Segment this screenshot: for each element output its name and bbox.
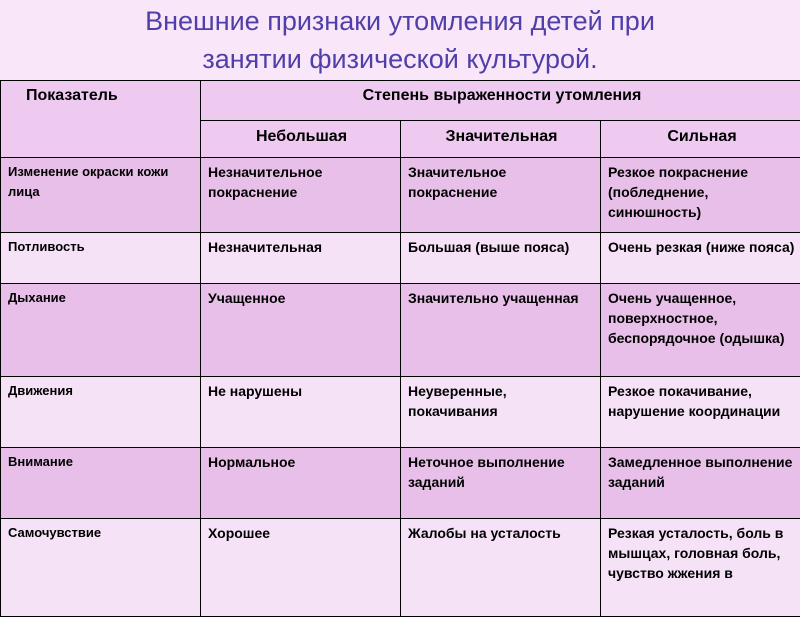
cell-parameter: Изменение окраски кожи лица <box>1 158 201 233</box>
header-level-small: Небольшая <box>201 121 401 158</box>
table-row <box>1 448 800 519</box>
table-header-row <box>1 81 800 121</box>
cell-significant: Неточное выполнение заданий <box>401 448 601 519</box>
header-level-strong: Сильная <box>601 121 800 158</box>
cell-parameter: Дыхание <box>1 284 201 377</box>
table-row <box>1 284 800 377</box>
cell-parameter: Самочувствие <box>1 519 201 617</box>
cell-strong: Резкое покраснение (побледнение, синюшность) <box>601 158 800 233</box>
cell-small: Нормальное <box>201 448 401 519</box>
table-row <box>1 233 800 284</box>
cell-parameter: Внимание <box>1 448 201 519</box>
cell-strong: Очень резкая (ниже пояса) <box>601 233 800 284</box>
table-row <box>1 377 800 448</box>
cell-significant: Большая (выше пояса) <box>401 233 601 284</box>
header-parameter: Показатель <box>1 81 201 158</box>
cell-significant: Значительно учащенная <box>401 284 601 377</box>
cell-strong: Замедленное выполнение заданий <box>601 448 800 519</box>
cell-parameter: Потливость <box>1 233 201 284</box>
slide-title <box>0 2 800 78</box>
cell-strong: Резкая усталость, боль в мышцах, головная боль, чувство жжения в <box>601 519 800 617</box>
slide-title-line-1: Внешние признаки утомления детей при <box>0 2 800 40</box>
cell-significant: Неуверенные, покачивания <box>401 377 601 448</box>
table-row <box>1 158 800 233</box>
header-level-significant: Значительная <box>401 121 601 158</box>
cell-small: Учащенное <box>201 284 401 377</box>
cell-small: Незначительная <box>201 233 401 284</box>
slide-title-line-2: занятии физической культурой. <box>0 40 800 78</box>
cell-strong: Очень учащенное, поверхностное, беспорядочное (одышка) <box>601 284 800 377</box>
cell-significant: Значительное покраснение <box>401 158 601 233</box>
header-fatigue-degree: Степень выраженности утомления <box>201 81 800 121</box>
cell-small: Не нарушены <box>201 377 401 448</box>
cell-strong: Резкое покачивание, нарушение координации <box>601 377 800 448</box>
cell-small: Хорошее <box>201 519 401 617</box>
table-row <box>1 519 800 617</box>
cell-small: Незначительное покраснение <box>201 158 401 233</box>
cell-parameter: Движения <box>1 377 201 448</box>
fatigue-signs-table <box>0 80 800 617</box>
cell-significant: Жалобы на усталость <box>401 519 601 617</box>
